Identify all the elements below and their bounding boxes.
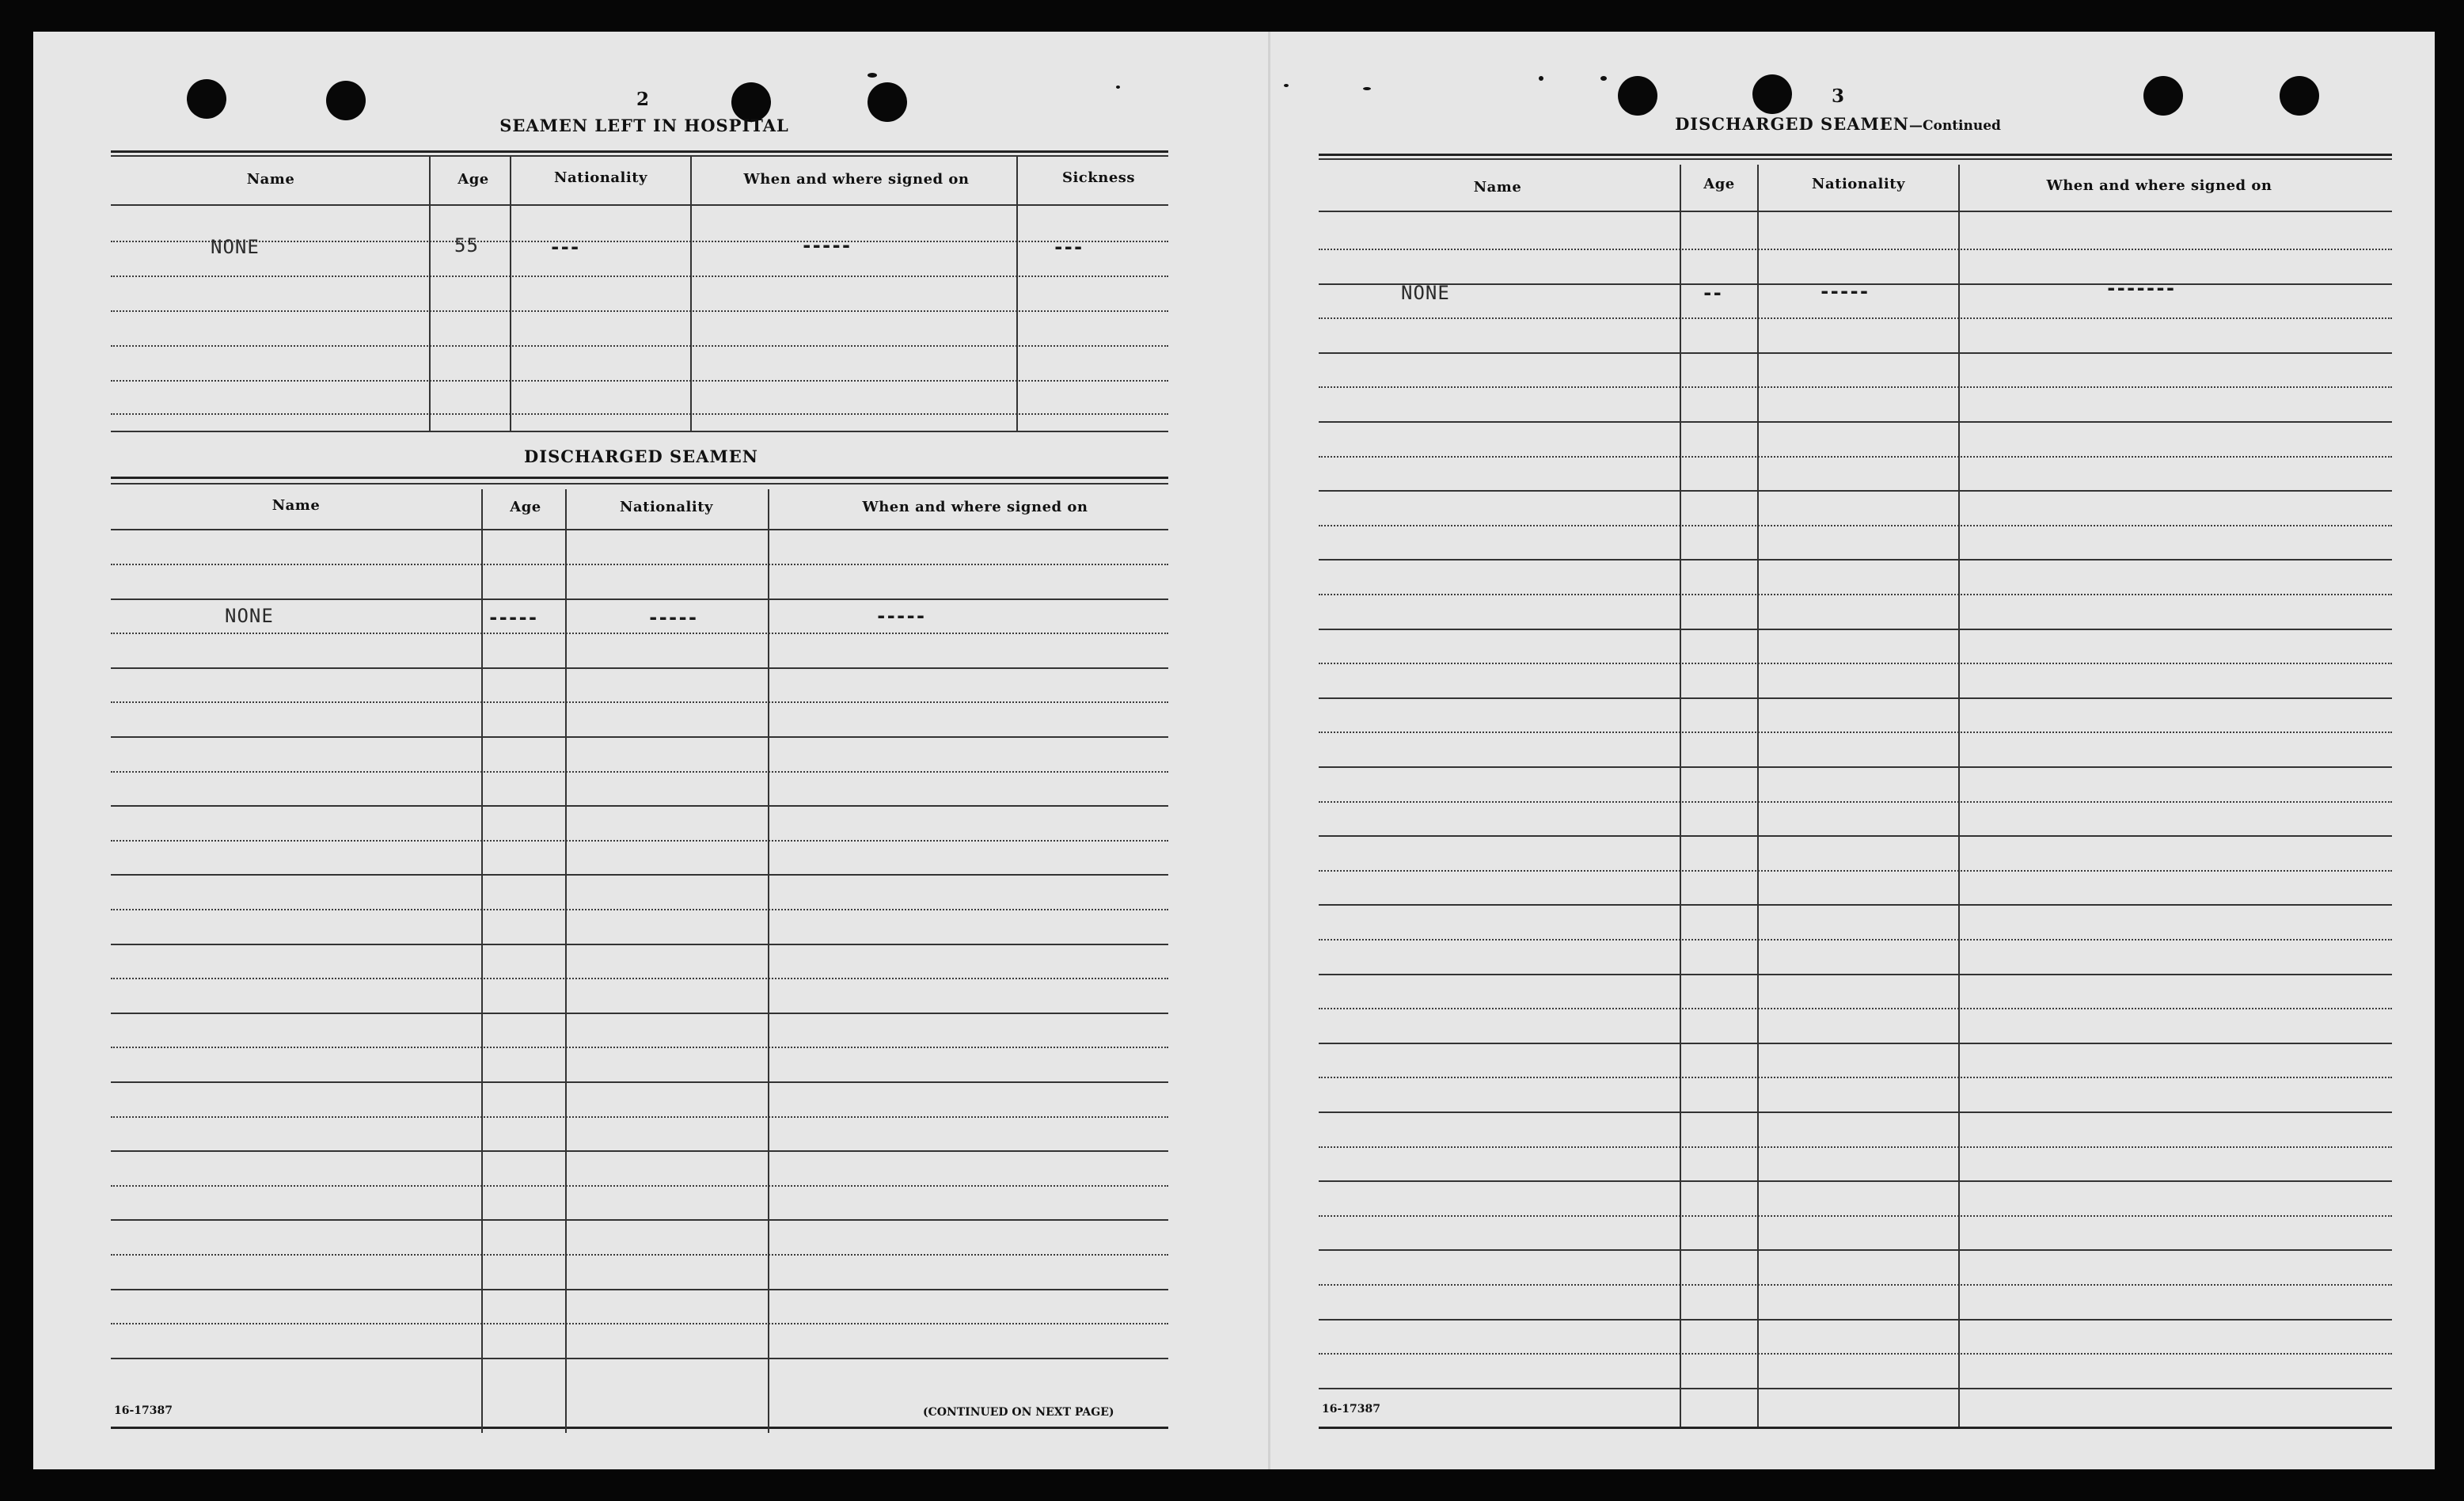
paper-speck xyxy=(1116,86,1120,89)
punch-hole xyxy=(326,81,366,120)
column-header-name: Name xyxy=(271,497,321,514)
column-header-sickness: Sickness xyxy=(1061,169,1136,186)
paper-speck xyxy=(1539,76,1543,81)
continued-age-entry: -- xyxy=(1702,282,1722,304)
column-header-nationality: Nationality xyxy=(554,169,647,186)
row-line xyxy=(1319,1353,2392,1355)
row-line xyxy=(1319,766,2392,768)
row-line xyxy=(111,564,1168,565)
row-line xyxy=(1319,1077,2392,1078)
row-line xyxy=(111,667,1168,669)
hospital-nationality-entry: --- xyxy=(549,236,579,258)
row-line xyxy=(1319,939,2392,940)
row-line xyxy=(111,1185,1168,1187)
section-title-discharged-continued xyxy=(1675,114,2001,134)
title-suffix: —Continued xyxy=(1908,118,2001,134)
column-divider xyxy=(1757,165,1759,1427)
row-line xyxy=(1319,1284,2392,1286)
table-bottom-rule xyxy=(111,431,1168,432)
discharged-nationality-entry: ----- xyxy=(647,606,697,629)
row-line xyxy=(1319,1112,2392,1113)
table-top-rule xyxy=(111,155,1168,157)
row-line xyxy=(111,874,1168,876)
row-line xyxy=(1319,525,2392,526)
column-divider xyxy=(565,489,567,1433)
row-line xyxy=(111,1254,1168,1256)
continued-nationality-entry: ----- xyxy=(1819,280,1869,302)
document-sheet xyxy=(33,32,2435,1469)
column-divider xyxy=(1680,165,1681,1427)
row-line xyxy=(1319,1319,2392,1320)
row-line xyxy=(1319,732,2392,733)
table-top-rule xyxy=(111,150,1168,153)
row-line xyxy=(111,771,1168,773)
row-line xyxy=(111,1150,1168,1152)
row-line xyxy=(1319,1043,2392,1044)
punch-hole xyxy=(2280,76,2319,116)
row-line xyxy=(111,413,1168,415)
row-line xyxy=(111,1047,1168,1048)
column-header-signed-on: When and where signed on xyxy=(862,499,1088,515)
row-line xyxy=(111,310,1168,312)
column-divider xyxy=(1958,165,1960,1427)
row-line xyxy=(111,380,1168,382)
table-top-rule xyxy=(1319,154,2392,156)
header-underline xyxy=(111,204,1168,206)
row-line xyxy=(111,978,1168,979)
row-line xyxy=(111,1323,1168,1324)
row-line xyxy=(1319,697,2392,699)
page-number: 3 xyxy=(1831,86,1845,107)
punch-hole xyxy=(868,82,907,122)
row-line xyxy=(1319,490,2392,492)
row-line xyxy=(111,241,1168,242)
hospital-age-entry: 55 xyxy=(454,234,479,256)
discharged-name-entry: NONE xyxy=(225,605,274,627)
table-top-rule xyxy=(111,483,1168,484)
paper-speck xyxy=(1600,76,1607,81)
row-line xyxy=(111,345,1168,347)
row-line xyxy=(1319,974,2392,975)
page-number: 2 xyxy=(636,89,650,110)
column-divider xyxy=(429,155,431,432)
row-line xyxy=(1319,904,2392,906)
column-header-name: Name xyxy=(1473,179,1522,196)
row-line xyxy=(111,1427,1168,1429)
row-line xyxy=(1319,421,2392,423)
continued-name-entry: NONE xyxy=(1401,282,1450,304)
row-line xyxy=(1319,1215,2392,1217)
column-header-name: Name xyxy=(246,171,295,188)
column-divider xyxy=(510,155,511,432)
row-line xyxy=(1319,594,2392,595)
punch-hole xyxy=(1618,76,1657,116)
row-line xyxy=(1319,386,2392,388)
discharged-signed-on-entry: ----- xyxy=(875,605,925,627)
section-title-discharged: DISCHARGED SEAMEN xyxy=(524,446,758,466)
row-line xyxy=(111,1219,1168,1221)
row-line xyxy=(111,1289,1168,1290)
paper-speck xyxy=(868,73,877,78)
row-line xyxy=(111,840,1168,842)
row-line xyxy=(1319,559,2392,560)
row-line xyxy=(1319,1180,2392,1182)
column-header-age: Age xyxy=(457,171,489,188)
column-header-age: Age xyxy=(510,499,541,515)
punch-hole xyxy=(187,79,226,119)
column-divider xyxy=(690,155,692,432)
continued-signed-on-entry: ------- xyxy=(2105,277,2175,299)
hospital-signed-on-entry: ----- xyxy=(801,234,851,256)
section-title-hospital: SEAMEN LEFT IN HOSPITAL xyxy=(499,116,789,135)
continued-note: (CONTINUED ON NEXT PAGE) xyxy=(923,1406,1114,1419)
hospital-name-entry: NONE xyxy=(211,236,260,258)
row-line xyxy=(111,1358,1168,1359)
row-line xyxy=(111,1081,1168,1083)
title-main: DISCHARGED SEAMEN xyxy=(1675,114,1909,134)
page-fold xyxy=(1268,32,1270,1469)
column-header-age: Age xyxy=(1703,176,1735,192)
row-line xyxy=(111,1013,1168,1014)
row-line xyxy=(1319,317,2392,319)
row-line xyxy=(111,909,1168,910)
row-line xyxy=(1319,1008,2392,1009)
row-line xyxy=(1319,1249,2392,1251)
form-number: 16-17387 xyxy=(1322,1403,1380,1416)
row-line xyxy=(1319,1427,2392,1429)
header-underline xyxy=(1319,211,2392,212)
table-top-rule xyxy=(1319,158,2392,160)
row-line xyxy=(111,598,1168,600)
row-line xyxy=(111,1116,1168,1118)
row-line xyxy=(1319,870,2392,872)
column-header-signed-on: When and where signed on xyxy=(743,171,970,188)
discharged-age-entry: ----- xyxy=(488,606,537,629)
row-line xyxy=(1319,663,2392,664)
row-line xyxy=(111,805,1168,807)
row-line xyxy=(1319,249,2392,250)
row-line xyxy=(1319,1388,2392,1389)
column-divider xyxy=(1016,155,1018,432)
row-line xyxy=(111,701,1168,703)
column-divider xyxy=(768,489,769,1433)
column-divider xyxy=(481,489,483,1433)
row-line xyxy=(111,633,1168,634)
row-line xyxy=(1319,456,2392,458)
table-top-rule xyxy=(111,477,1168,479)
column-header-nationality: Nationality xyxy=(620,499,713,515)
punch-hole xyxy=(2143,76,2183,116)
paper-speck xyxy=(1284,84,1289,87)
row-line xyxy=(111,736,1168,738)
row-line xyxy=(1319,1146,2392,1148)
row-line xyxy=(1319,835,2392,837)
paper-speck xyxy=(1363,87,1371,90)
row-line xyxy=(1319,629,2392,630)
column-header-nationality: Nationality xyxy=(1812,176,1905,192)
punch-hole xyxy=(1752,74,1792,114)
row-line xyxy=(111,276,1168,277)
column-header-signed-on: When and where signed on xyxy=(2046,177,2272,194)
hospital-sickness-entry: --- xyxy=(1053,236,1083,258)
row-line xyxy=(1319,801,2392,803)
row-line xyxy=(1319,352,2392,354)
form-number: 16-17387 xyxy=(114,1404,173,1417)
row-line xyxy=(111,944,1168,945)
header-underline xyxy=(111,529,1168,530)
